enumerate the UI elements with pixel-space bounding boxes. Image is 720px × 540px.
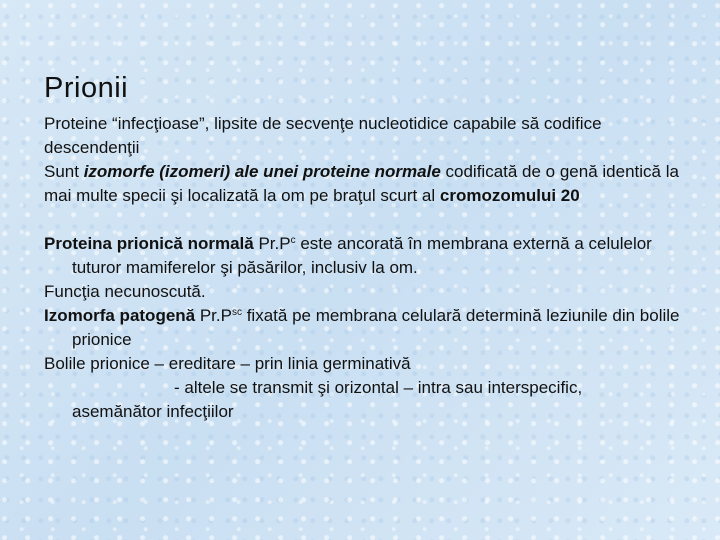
paragraph-isoforms <box>44 160 694 208</box>
paragraph-pathogenic <box>44 304 694 352</box>
isoforms-text-a: Sunt <box>44 162 84 181</box>
pathogenic-text: fixată pe membrana celulară determină leziunile din bolile prionice <box>72 306 680 349</box>
slide-title: Prionii <box>44 72 129 104</box>
paragraph-transmission-cont: asemănător infecţiilor <box>72 402 234 421</box>
paragraph-normal-prion <box>44 232 694 280</box>
normal-prion-text: este ancorată în membrana externă a celulelor tuturor mamiferelor şi păsărilor, inclusiv la om. <box>72 234 652 277</box>
normal-prion-heading: Proteina prionică normală <box>44 234 254 253</box>
pathogenic-superscript: sc <box>231 307 242 318</box>
normal-prion-superscript: c <box>290 235 296 246</box>
paragraph-definition: Proteine “infecţioase”, lipsite de secvenţe nucleotidice capabile să codifice descendenţii <box>44 114 602 157</box>
normal-prion-code: Pr.P <box>253 234 291 253</box>
spacer <box>44 208 694 232</box>
isoforms-emphasis: izomorfe (izomeri) ale unei proteine normale <box>83 162 441 181</box>
paragraph-diseases: Bolile prionice – ereditare – prin linia germinativă <box>44 354 411 373</box>
chromosome-label: cromozomului 20 <box>439 186 580 205</box>
paragraph-transmission: - altele se transmit şi orizontal – intra sau interspecific, <box>174 378 583 397</box>
pathogenic-heading: Izomorfa patogenă <box>44 306 196 325</box>
slide-body <box>44 112 694 424</box>
paragraph-function: Funcţia necunoscută. <box>44 282 206 301</box>
isoforms-text-c: codificată de o genă identică la mai multe specii şi localizată la om pe braţul scurt al <box>44 162 679 205</box>
pathogenic-code: Pr.P <box>195 306 232 325</box>
